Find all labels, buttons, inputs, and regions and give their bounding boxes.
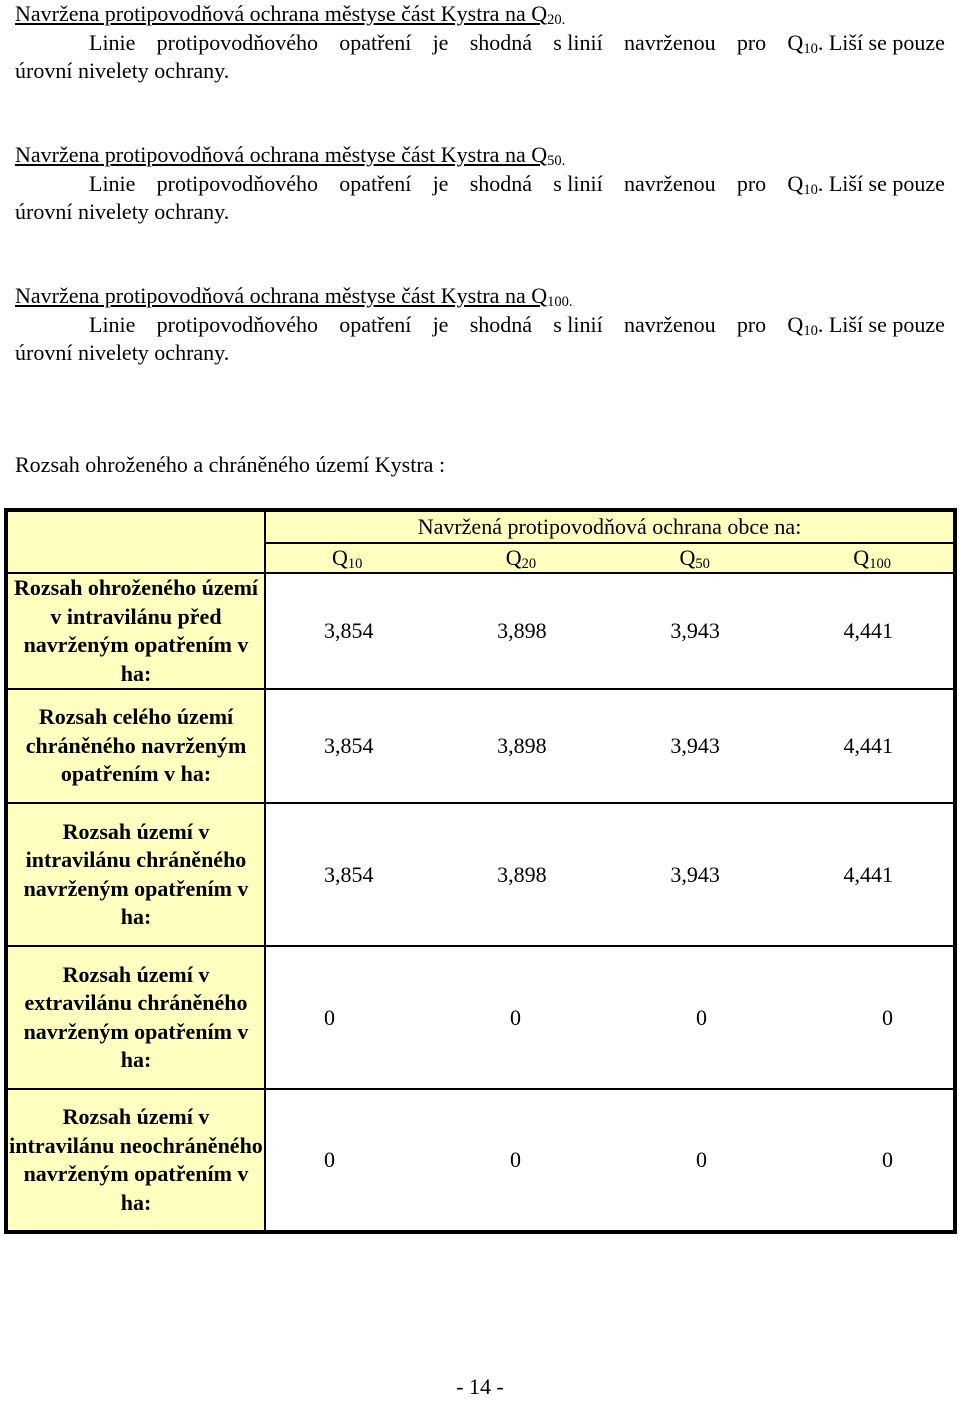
- word: protipovodňového: [156, 170, 318, 196]
- paragraph-line: [15, 29, 945, 58]
- word: pro: [736, 311, 767, 337]
- value-cell: 0: [324, 1147, 335, 1172]
- word: shodná: [469, 29, 533, 55]
- value-cell: 3,854: [324, 618, 374, 643]
- paragraph-line: úrovní nivelety ochrany.: [15, 58, 230, 83]
- row-label: Rozsah území v extravilánu chráněného navrženým opatřením v ha:: [6, 946, 265, 1089]
- value-cell: 3,943: [670, 618, 720, 643]
- row-values: [266, 618, 953, 644]
- value-cell: 0: [696, 1004, 707, 1030]
- table-row: [6, 573, 955, 689]
- word: s linií: [553, 311, 603, 337]
- value-cell: 0: [882, 1147, 893, 1172]
- value-cell: 4,441: [843, 618, 893, 643]
- row-values-cell: [265, 689, 955, 803]
- heading-text: Navržena protipovodňová ochrana městyse část Kystra na Q: [15, 142, 548, 167]
- table-header-row: [6, 510, 955, 543]
- q-subscript: 100: [869, 555, 891, 572]
- table-row: [6, 803, 955, 946]
- word: Linie: [89, 311, 136, 337]
- row-label: Rozsah celého území chráněného navrženým opatřením v ha:: [6, 689, 265, 803]
- q-letter: Q: [505, 545, 522, 570]
- q-subscript: 10: [803, 40, 818, 57]
- paragraph-heading: [15, 141, 945, 170]
- line-tail: . Liší se pouze: [817, 170, 945, 196]
- q-column-header: [680, 545, 710, 571]
- word: pro: [736, 29, 767, 55]
- q-subscript: 10: [803, 322, 818, 339]
- word: opatření: [339, 170, 412, 196]
- table-corner-cell: [6, 510, 265, 573]
- q-letter: Q: [853, 545, 870, 570]
- word: navrženou: [624, 170, 716, 196]
- row-values: [266, 862, 953, 888]
- paragraph-line: [15, 170, 945, 199]
- heading-text: Navržena protipovodňová ochrana městyse část Kystra na Q: [15, 1, 548, 26]
- q-letter: Q: [787, 311, 804, 337]
- value-cell: 4,441: [843, 733, 893, 758]
- heading-subscript: 20.: [547, 11, 566, 28]
- q-column-header: [332, 545, 362, 571]
- table-row: [6, 946, 955, 1089]
- q-reference: [787, 311, 945, 340]
- protection-paragraph-q100: [15, 282, 945, 368]
- word: je: [432, 170, 449, 196]
- row-values-cell: [265, 1089, 955, 1232]
- q-column-header: [506, 545, 536, 571]
- word: Linie: [89, 29, 136, 55]
- value-cell: 3,898: [497, 861, 547, 887]
- word: navrženou: [624, 311, 716, 337]
- heading-text: Navržena protipovodňová ochrana městyse část Kystra na Q: [15, 283, 548, 308]
- value-cell: 0: [324, 1004, 335, 1030]
- word: opatření: [339, 311, 412, 337]
- value-cell: 3,854: [324, 733, 374, 758]
- value-cell: 0: [882, 1004, 893, 1030]
- paragraph-line: úrovní nivelety ochrany.: [15, 340, 230, 365]
- row-label: Rozsah ohroženého území v intravilánu před navrženým opatřením v ha:: [6, 573, 265, 689]
- word: protipovodňového: [156, 29, 318, 55]
- protection-paragraph-q20: [15, 0, 945, 86]
- value-cell: 3,943: [670, 733, 720, 758]
- word: protipovodňového: [156, 311, 318, 337]
- row-values: [266, 1147, 953, 1173]
- value-cell: 3,854: [324, 861, 374, 887]
- value-cell: 3,898: [497, 733, 547, 758]
- q-reference: [787, 29, 945, 58]
- paragraph-heading: [15, 0, 945, 29]
- word: navrženou: [624, 29, 716, 55]
- word: s linií: [553, 29, 603, 55]
- q-reference: [787, 170, 945, 199]
- value-cell: 3,898: [497, 618, 547, 643]
- word: je: [432, 311, 449, 337]
- line-tail: . Liší se pouze: [817, 311, 945, 337]
- value-cell: 3,943: [670, 861, 720, 887]
- paragraph-line: [15, 311, 945, 340]
- paragraph-heading: [15, 282, 945, 311]
- row-values: [266, 733, 953, 759]
- row-label: Rozsah území v intravilánu neochráněného navrženým opatřením v ha:: [6, 1089, 265, 1232]
- word: je: [432, 29, 449, 55]
- q-subscript: 20: [521, 555, 537, 572]
- table-row: [6, 1089, 955, 1232]
- word: Linie: [89, 170, 136, 196]
- header-title: Navržená protipovodňová ochrana obce na:: [417, 514, 802, 539]
- q-letter: Q: [787, 29, 804, 55]
- word: opatření: [339, 29, 412, 55]
- q-columns-cell: [265, 543, 955, 573]
- value-cell: 0: [510, 1004, 521, 1030]
- table-row: [6, 689, 955, 803]
- q-columns: [266, 545, 953, 571]
- table-heading: Rozsah ohroženého a chráněného území Kystra :: [15, 452, 446, 477]
- q-subscript: 10: [347, 555, 363, 572]
- paragraph-line: úrovní nivelety ochrany.: [15, 199, 230, 224]
- q-subscript: 50: [695, 555, 710, 572]
- flood-area-table: [4, 508, 957, 1234]
- q-letter: Q: [787, 170, 804, 196]
- q-letter: Q: [679, 545, 696, 570]
- q-subscript: 10: [803, 181, 818, 198]
- line-tail: . Liší se pouze: [817, 29, 945, 55]
- heading-subscript: 50.: [547, 152, 566, 169]
- word: s linií: [553, 170, 603, 196]
- row-values-cell: [265, 946, 955, 1089]
- word: shodná: [469, 170, 533, 196]
- row-values: [266, 1005, 953, 1031]
- protection-paragraph-q50: [15, 141, 945, 227]
- word: shodná: [469, 311, 533, 337]
- header-title-cell: [265, 510, 955, 543]
- value-cell: 4,441: [843, 861, 893, 887]
- value-cell: 0: [510, 1147, 521, 1172]
- row-values-cell: [265, 573, 955, 689]
- heading-subscript: 100.: [547, 293, 573, 310]
- word: pro: [736, 170, 767, 196]
- q-column-header: [853, 545, 891, 571]
- value-cell: 0: [696, 1147, 707, 1172]
- page-number: - 14 -: [456, 1374, 504, 1399]
- row-values-cell: [265, 803, 955, 946]
- row-label: Rozsah území v intravilánu chráněného navrženým opatřením v ha:: [6, 803, 265, 946]
- q-letter: Q: [332, 545, 348, 570]
